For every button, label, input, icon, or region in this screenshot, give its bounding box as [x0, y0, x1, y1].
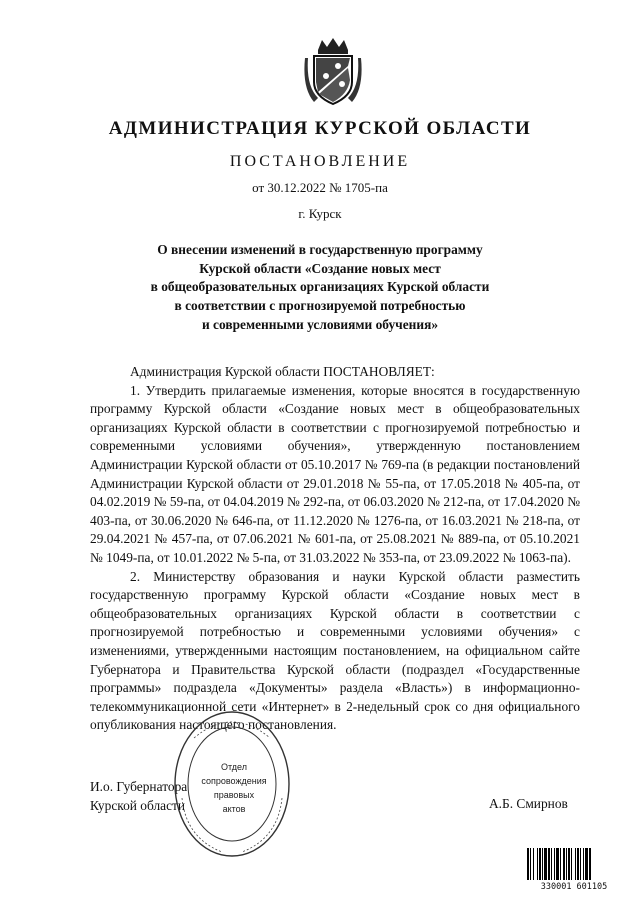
barcode-bar: [583, 848, 584, 880]
barcode-bar: [585, 848, 588, 880]
paragraph-2: 2. Министерству образования и науки Курской области разместить государственную программу Курской области «Создание новых мест в общеобразовательных организациях Курской области в соответствии с прогнозируемой потребностью и современными условиями обучения» с изменениями, утвержденными настоящим постановлением, на официальном сайте Губернатора и Правительства Курской области (подраздел «Государственные программы» подраздела «Документы» раздела «Власть») в информационно-телекоммуникационной сети «Интернет» в 2-недельный срок со дня официального опубликования настоящего постановления.: [90, 568, 580, 733]
stamp-line: сопровождения: [201, 776, 267, 786]
barcode-bar: [533, 848, 534, 880]
subject-line: и современными условиями обучения»: [201, 316, 439, 332]
preamble: Администрация Курской области ПОСТАНОВЛЯЕТ:: [130, 364, 435, 379]
barcode-bar: [527, 848, 529, 880]
official-stamp: [172, 708, 292, 860]
barcode-bar: [542, 848, 543, 880]
barcode-bar: [537, 848, 538, 880]
subject-line: О внесении изменений в государственную программу: [157, 242, 483, 257]
document-subject: [60, 241, 580, 335]
document-body: [90, 363, 580, 735]
barcode-bar: [530, 848, 531, 880]
stamp-line: правовых: [213, 790, 255, 800]
position-line: И.о. Губернатора: [90, 779, 188, 794]
barcode-bar: [560, 848, 561, 880]
subject-line: Курской области «Создание новых мест: [199, 260, 441, 276]
barcode-bar: [571, 848, 572, 880]
barcode-bar: [580, 848, 581, 880]
kursk-coat-of-arms-icon: [304, 36, 362, 108]
stamp-line: актов: [222, 804, 246, 814]
organization-title: АДМИНИСТРАЦИЯ КУРСКОЙ ОБЛАСТИ: [108, 118, 532, 139]
barcode-bar: [566, 848, 567, 880]
document-number: от 30.12.2022 № 1705-па: [252, 180, 388, 195]
barcode-bar: [554, 848, 555, 880]
barcode-bar: [563, 848, 565, 880]
position-line: Курской области: [90, 797, 186, 813]
barcode-bar: [551, 848, 552, 880]
stamp-line: Отдел: [220, 762, 248, 772]
document-type: ПОСТАНОВЛЕНИЕ: [229, 153, 411, 170]
barcode-bar: [539, 848, 541, 880]
barcode-bar: [568, 848, 570, 880]
paragraph-1: 1. Утвердить прилагаемые изменения, которые вносятся в государственную программу Курской области «Создание новых мест в общеобразовательных организациях Курской области в соответствии с прогнозируемой потребностью и современными условиями обучения», утвержденную постановлением Администрации Курской области от 05.10.2017 № 769-па (в редакции постановлений Администрации Курской области от 29.01.2018 № 55-па, от 17.05.2018 № 405-па, от 04.02.2019 № 59-па, от 04.04.2019 № 292-па, от 06.03.2020 № 212-па, от 17.04.2020 № 403-па, от 30.06.2020 № 646-па, от 11.12.2020 № 1276-па, от 16.03.2021 № 218-па, от 29.04.2021 № 457-па, от 07.06.2021 № 601-па, от 25.08.2021 № 889-па, от 05.10.2021 № 1049-па, от 10.01.2022 № 5-па, от 31.03.2022 № 353-па, от 23.09.2022 № 1063-па).: [90, 382, 580, 565]
barcode-bar: [577, 848, 579, 880]
signatory-name: А.Б. Смирнов: [489, 796, 568, 811]
barcode-bar: [575, 848, 576, 880]
barcode-bar: [556, 848, 559, 880]
barcode-bar: [589, 848, 591, 880]
subject-line: в соответствии с прогнозируемой потребностью: [174, 298, 466, 314]
document-city: г. Курск: [298, 206, 342, 221]
barcode-number: 330001 601105: [540, 882, 608, 892]
barcode-bar: [544, 848, 547, 880]
subject-line: в общеобразовательных организациях Курской области: [150, 279, 490, 295]
barcode-bar: [548, 848, 550, 880]
